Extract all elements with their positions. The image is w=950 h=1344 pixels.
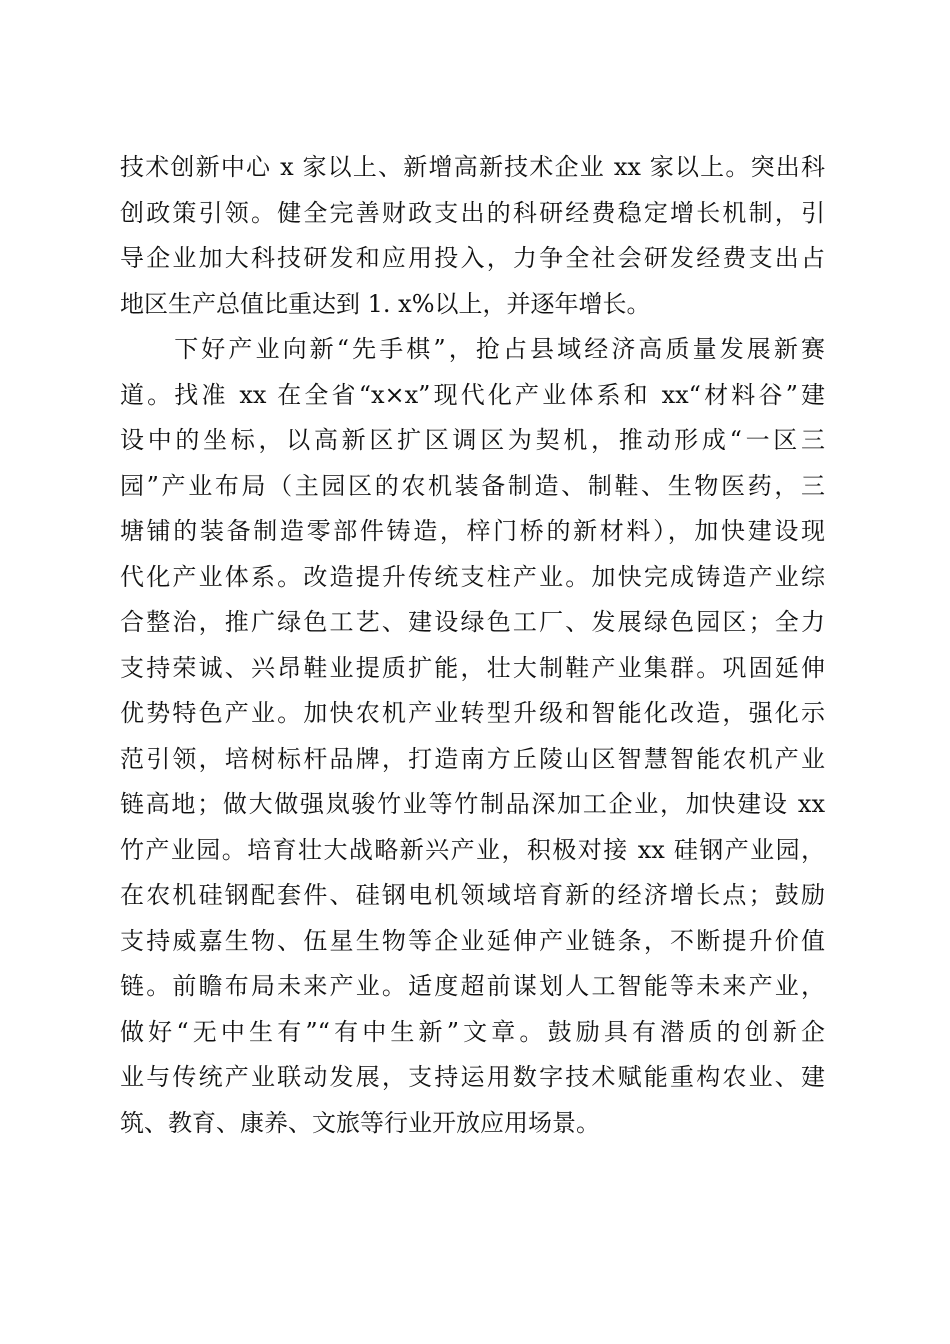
paragraph-1: [120, 145, 825, 327]
text-line: 链。前瞻布局未来产业。适度超前谋划人工智能等未来产业，: [120, 972, 825, 1000]
text-line: 导企业加大科技研发和应用投入，力争全社会研发经费支出占: [120, 244, 825, 272]
body-text: [120, 145, 825, 1146]
text-line: 业与传统产业联动发展，支持运用数字技术赋能重构农业、建: [120, 1063, 825, 1091]
text-line: 筑、教育、康养、文旅等行业开放应用场景。: [120, 1108, 600, 1137]
text-line: 创政策引领。健全完善财政支出的科研经费稳定增长机制，引: [120, 198, 825, 227]
text-line: 优势特色产业。加快农机产业转型升级和智能化改造，强化示: [120, 699, 825, 727]
text-line: 合整治，推广绿色工艺、建设绿色工厂、发展绿色园区；全力: [120, 608, 825, 636]
text-line: 道。找准 xx 在全省“x×x”现代化产业体系和 xx“材料谷”建: [120, 380, 825, 409]
paragraph-2: [120, 327, 825, 1146]
text-line: 代化产业体系。改造提升传统支柱产业。加快完成铸造产业综: [120, 562, 825, 591]
text-line: 设中的坐标，以高新区扩区调区为契机，推动形成“一区三: [120, 426, 825, 454]
text-line: 地区生产总值比重达到 1. x%以上，并逐年增长。: [120, 289, 651, 318]
text-line: 塘铺的装备制造零部件铸造，梓门桥的新材料），加快建设现: [120, 517, 825, 545]
text-line: 范引领，培树标杆品牌，打造南方丘陵山区智慧智能农机产业: [120, 744, 825, 773]
text-line: 在农机硅钢配套件、硅钢电机领域培育新的经济增长点；鼓励: [120, 881, 825, 909]
text-line: 支持威嘉生物、伍星生物等企业延伸产业链条，不断提升价值: [120, 926, 825, 955]
text-line: 园”产业布局（主园区的农机装备制造、制鞋、生物医药，三: [120, 471, 825, 500]
text-line: 技术创新中心 x 家以上、新增高新技术企业 xx 家以上。突出科: [120, 153, 825, 181]
text-line: 竹产业园。培育壮大战略新兴产业，积极对接 xx 硅钢产业园，: [120, 835, 825, 864]
text-line: 下好产业向新“先手棋”，抢占县域经济高质量发展新赛: [120, 335, 825, 363]
text-line: 支持荣诚、兴昂鞋业提质扩能，壮大制鞋产业集群。巩固延伸: [120, 653, 825, 682]
text-line: 做好“无中生有”“有中生新”文章。鼓励具有潜质的创新企: [120, 1017, 825, 1046]
text-line: 链高地；做大做强岚骏竹业等竹制品深加工企业，加快建设 xx: [120, 790, 825, 818]
